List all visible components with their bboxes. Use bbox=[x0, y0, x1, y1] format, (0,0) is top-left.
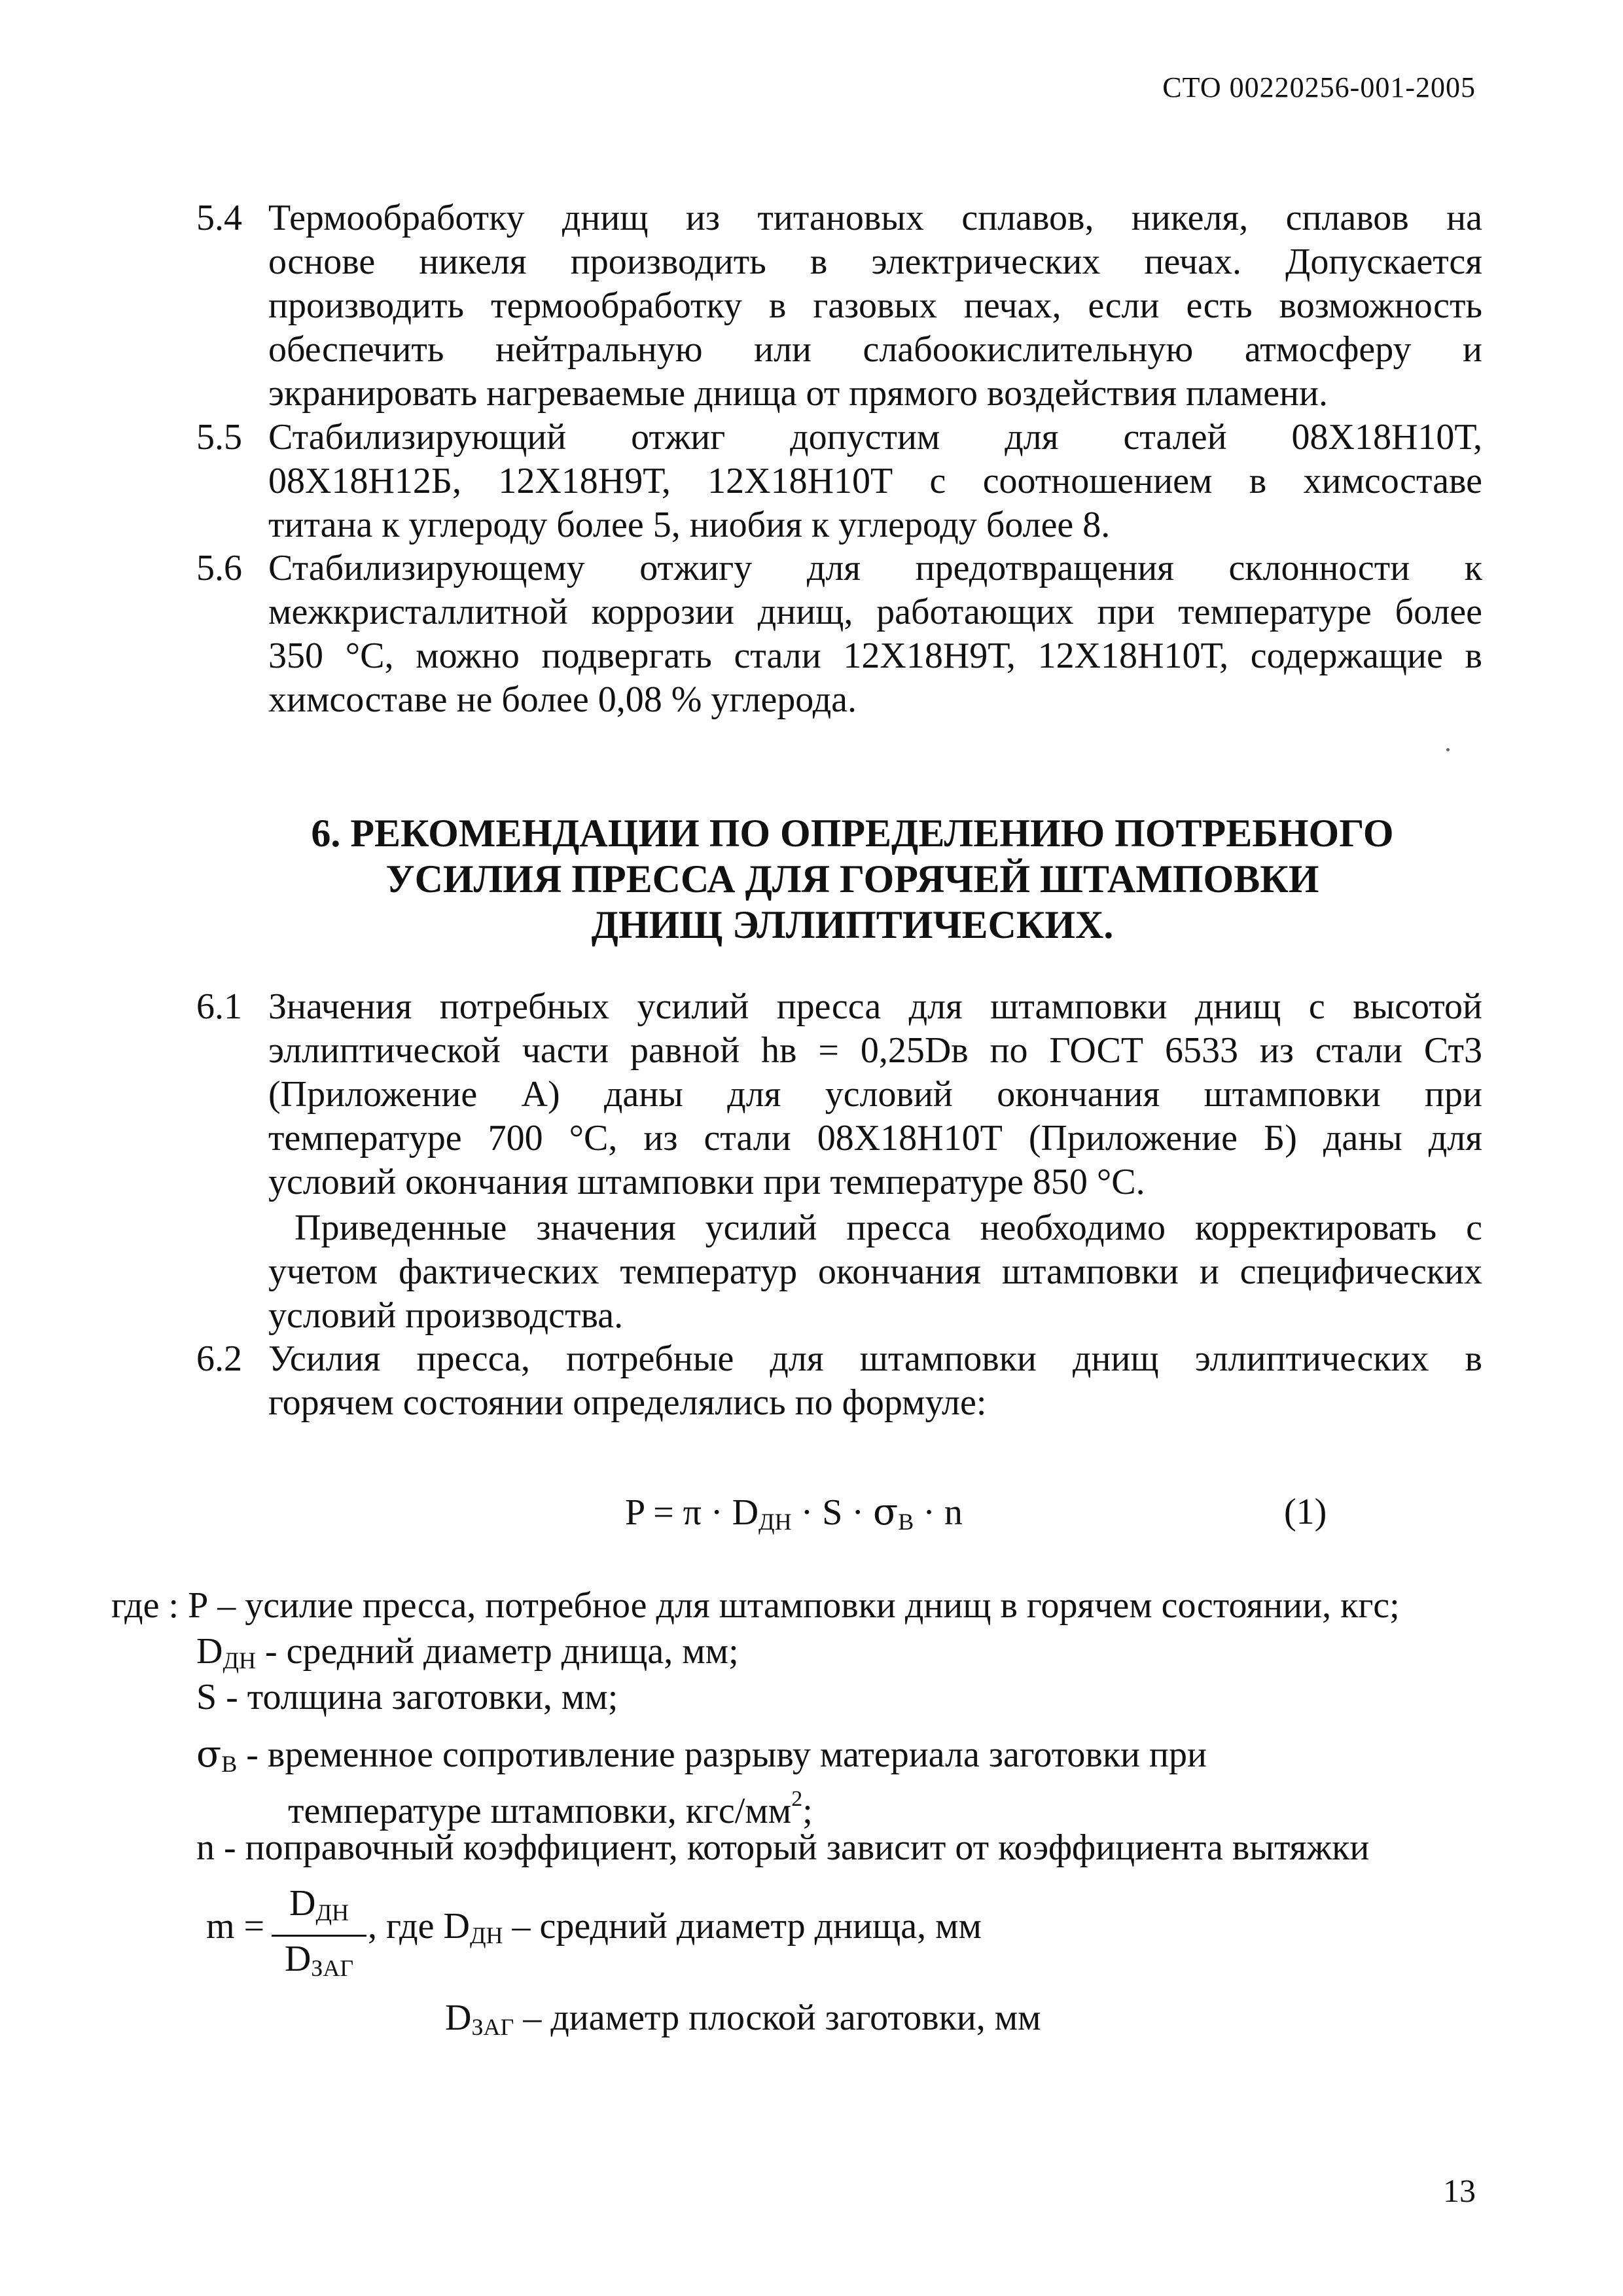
clause-number: 5.6 bbox=[196, 548, 242, 588]
document-code: СТО 00220256-001-2005 bbox=[1162, 71, 1476, 103]
fraction-bar bbox=[272, 1935, 366, 1937]
formula-mid: · S · bbox=[791, 1492, 874, 1533]
paragraph-6-1-note bbox=[268, 1206, 1482, 1338]
heading-line: 6. РЕКОМЕНДАЦИИ ПО ОПРЕДЕЛЕНИЮ ПОТРЕБНОГО bbox=[311, 812, 1394, 855]
superscript: 2 bbox=[791, 1787, 803, 1811]
clause-6-1 bbox=[196, 985, 1482, 1204]
text-line: условий производства. bbox=[268, 1295, 624, 1336]
clause-text bbox=[268, 985, 1482, 1204]
text-line: температуре 700 °С, из стали 08Х18Н10Т (Приложение Б) даны для bbox=[268, 1118, 1482, 1158]
where-line-p: где : Р – усилие пресса, потребное для штамповки днищ в горячем состоянии, кгс; bbox=[111, 1585, 1400, 1626]
clause-text bbox=[268, 416, 1482, 547]
text-line: межкристаллитной коррозии днищ, работающих при температуре более bbox=[268, 592, 1482, 632]
heading-line: ДНИЩ ЭЛЛИПТИЧЕСКИХ. bbox=[591, 903, 1114, 946]
where-line-n: n - поправочный коэффициент, который зависит от коэффициента вытяжки bbox=[196, 1827, 1370, 1868]
text-line: Термообработку днищ из титановых сплавов, никеля, сплавов на bbox=[268, 198, 1482, 238]
symbol-subscript: ДН bbox=[223, 1647, 257, 1674]
symbol-d: D bbox=[196, 1631, 223, 1672]
punctuation: ; bbox=[802, 1791, 813, 1831]
fraction-m bbox=[272, 1884, 366, 1988]
sigma-symbol: σ bbox=[196, 1733, 222, 1776]
text-line: производить термообработку в газовых печах, если есть возможность bbox=[268, 285, 1482, 326]
clause-5-6 bbox=[196, 547, 1482, 722]
text-line: эллиптической части равной hв = 0,25Dв по ГОСТ 6533 из стали Ст3 bbox=[268, 1030, 1482, 1071]
symbol-d: D bbox=[445, 1998, 472, 2038]
definition-text: - временное сопротивление разрыву материала заготовки при bbox=[237, 1734, 1207, 1775]
definition-text: - средний диаметр днища, мм; bbox=[256, 1631, 739, 1672]
text-line: титана к углероду более 5, ниобия к углероду более 8. bbox=[268, 505, 1111, 545]
text-line: Стабилизирующий отжиг допустим для сталей 08Х18Н10Т, bbox=[268, 417, 1482, 457]
scan-speck bbox=[1446, 748, 1450, 751]
clause-text bbox=[268, 547, 1482, 722]
symbol-d: D bbox=[289, 1883, 316, 1924]
m-rhs bbox=[368, 1905, 982, 1958]
symbol-subscript: ДН bbox=[469, 1922, 503, 1948]
definition-text: – средний диаметр днища, мм bbox=[503, 1906, 982, 1946]
where-line-ddn bbox=[196, 1630, 739, 1683]
clause-text bbox=[268, 196, 1482, 416]
formula-subscript: В bbox=[898, 1509, 914, 1535]
definition-text: , где D bbox=[368, 1906, 470, 1946]
clause-number: 5.5 bbox=[196, 417, 242, 457]
clause-6-2 bbox=[196, 1337, 1482, 1425]
symbol-subscript: ЗАГ bbox=[471, 2014, 514, 2040]
formula-lhs: P = π · D bbox=[625, 1492, 759, 1533]
text-line: учетом фактических температур окончания штамповки и специфических bbox=[268, 1251, 1482, 1292]
text-line: обеспечить нейтральную или слабоокислительную атмосферу и bbox=[268, 329, 1482, 370]
definition-text: температуре штамповки, кгс/мм bbox=[288, 1791, 792, 1831]
formula-tail: · n bbox=[914, 1492, 963, 1533]
clause-number: 6.2 bbox=[196, 1338, 242, 1379]
text-line: 08Х18Н12Б, 12Х18Н9Т, 12Х18Н10Т с соотношением в химсоставе bbox=[268, 461, 1482, 501]
section-6-heading bbox=[196, 810, 1482, 948]
definition-text: – диаметр плоской заготовки, мм bbox=[514, 1998, 1041, 2038]
text-line: Стабилизирующему отжигу для предотвращения склонности к bbox=[268, 548, 1482, 588]
symbol-subscript: ДН bbox=[315, 1899, 349, 1926]
clause-5-4 bbox=[196, 196, 1482, 416]
where-line-s: S - толщина заготовки, мм; bbox=[196, 1677, 618, 1717]
where-line-sigma-cont bbox=[288, 1777, 813, 1833]
text-line: Усилия пресса, потребные для штамповки днищ эллиптических в bbox=[268, 1338, 1482, 1379]
formula-number: (1) bbox=[1284, 1492, 1327, 1532]
sigma-symbol: σ bbox=[873, 1491, 899, 1534]
text-line: химсоставе не более 0,08 % углерода. bbox=[268, 679, 857, 720]
clause-5-5 bbox=[196, 416, 1482, 547]
text-line: экранировать нагреваемые днища от прямого воздействия пламени. bbox=[268, 373, 1328, 414]
clause-number: 6.1 bbox=[196, 986, 242, 1027]
clause-number: 5.4 bbox=[196, 198, 242, 238]
text-line: горячем состоянии определялись по формуле: bbox=[268, 1382, 987, 1423]
text-line: Значения потребных усилий пресса для штамповки днищ с высотой bbox=[268, 986, 1482, 1027]
text-line: основе никеля производить в электрических печах. Допускается bbox=[268, 242, 1482, 282]
where-line-dzag bbox=[445, 1996, 1041, 2049]
fraction-denominator bbox=[272, 1939, 366, 1988]
symbol-d: D bbox=[284, 1939, 312, 1979]
text-line: 350 °С, можно подвергать стали 12Х18Н9Т, 12Х18Н10Т, содержащие в bbox=[268, 636, 1482, 676]
formula-subscript: ДН bbox=[758, 1509, 792, 1535]
text-line: Приведенные значения усилий пресса необходимо корректировать с bbox=[294, 1208, 1482, 1248]
heading-line: УСИЛИЯ ПРЕССА ДЛЯ ГОРЯЧЕЙ ШТАМПОВКИ bbox=[385, 857, 1319, 901]
text-line: (Приложение А) даны для условий окончания штамповки при bbox=[268, 1074, 1482, 1115]
formula-1 bbox=[625, 1491, 963, 1535]
symbol-subscript: ЗАГ bbox=[311, 1955, 354, 1981]
m-lhs: m = bbox=[206, 1906, 265, 1946]
symbol-subscript: В bbox=[221, 1751, 238, 1777]
text-line: условий окончания штамповки при температуре 850 °С. bbox=[268, 1162, 1145, 1202]
fraction-numerator bbox=[272, 1884, 366, 1932]
clause-text bbox=[268, 1337, 1482, 1425]
page-number: 13 bbox=[1443, 2172, 1476, 2209]
